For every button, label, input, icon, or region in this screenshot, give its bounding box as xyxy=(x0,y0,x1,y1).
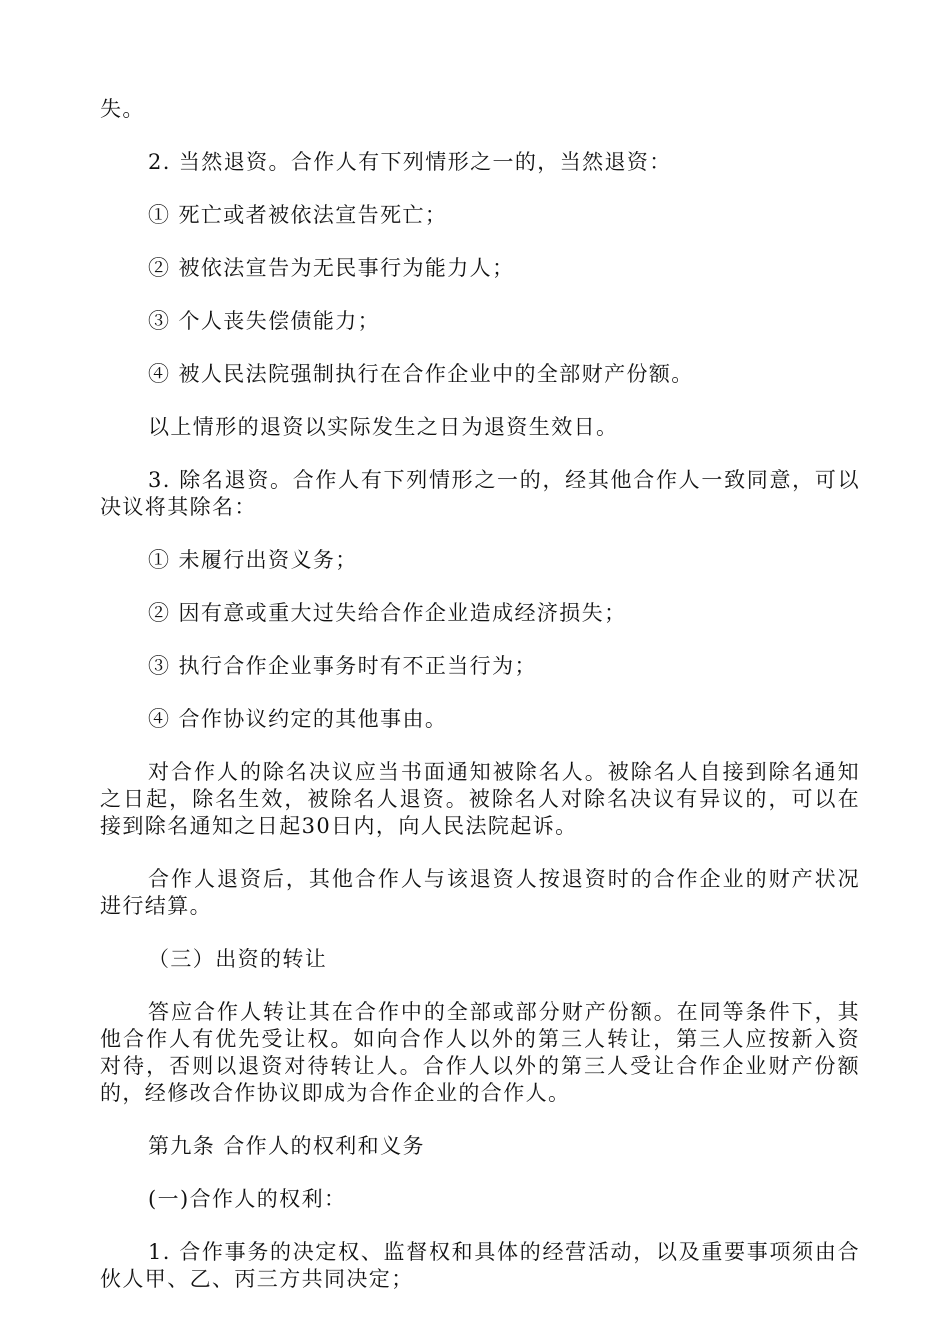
list-item: ① 死亡或者被依法宣告死亡； xyxy=(148,203,448,227)
list-item: ④ 合作协议约定的其他事由。 xyxy=(148,707,448,731)
document-page xyxy=(100,96,860,1319)
clause-heading: 1. 合作事务的决定权、监督权和具体的经营活动，以及重要事项须由合伙人甲、乙、丙三方共同决定； xyxy=(100,1240,860,1291)
text-paragraph: 以上情形的退资以实际发生之日为退资生效日。 xyxy=(148,415,619,439)
section-heading: (一)合作人的权利： xyxy=(148,1187,347,1211)
list-item: ② 被依法宣告为无民事行为能力人； xyxy=(148,256,515,280)
clause-heading: 3. 除名退资。合作人有下列情形之一的，经其他合作人一致同意，可以决议将其除名： xyxy=(100,468,860,519)
list-item: ③ 执行合作企业事务时有不正当行为； xyxy=(148,654,537,678)
list-item: ② 因有意或重大过失给合作企业造成经济损失； xyxy=(148,601,627,625)
clause-heading: 2. 当然退资。合作人有下列情形之一的，当然退资： xyxy=(148,150,672,174)
text-paragraph: 失。 xyxy=(100,97,145,121)
list-item: ③ 个人丧失偿债能力； xyxy=(148,309,381,333)
section-heading: （三）出资的转让 xyxy=(148,947,328,971)
article-heading: 第九条 合作人的权利和义务 xyxy=(148,1134,425,1158)
text-paragraph: 答应合作人转让其在合作中的全部或部分财产份额。在同等条件下，其他合作人有优先受让权。如向合作人以外的第三人转让，第三人应按新入资对待，否则以退资对待转让人。合作人以外的第三人受让合作企业财产份额的，经修改合作协议即成为合作企业的合作人。 xyxy=(100,1000,860,1105)
text-paragraph: 对合作人的除名决议应当书面通知被除名人。被除名人自接到除名通知之日起，除名生效，被除名人退资。被除名人对除名决议有异议的，可以在接到除名通知之日起30日内，向人民法院起诉。 xyxy=(100,760,860,838)
text-paragraph: 合作人退资后，其他合作人与该退资人按退资时的合作企业的财产状况进行结算。 xyxy=(100,867,860,918)
list-item: ④ 被人民法院强制执行在合作企业中的全部财产份额。 xyxy=(148,362,694,386)
list-item: ① 未履行出资义务； xyxy=(148,548,358,572)
